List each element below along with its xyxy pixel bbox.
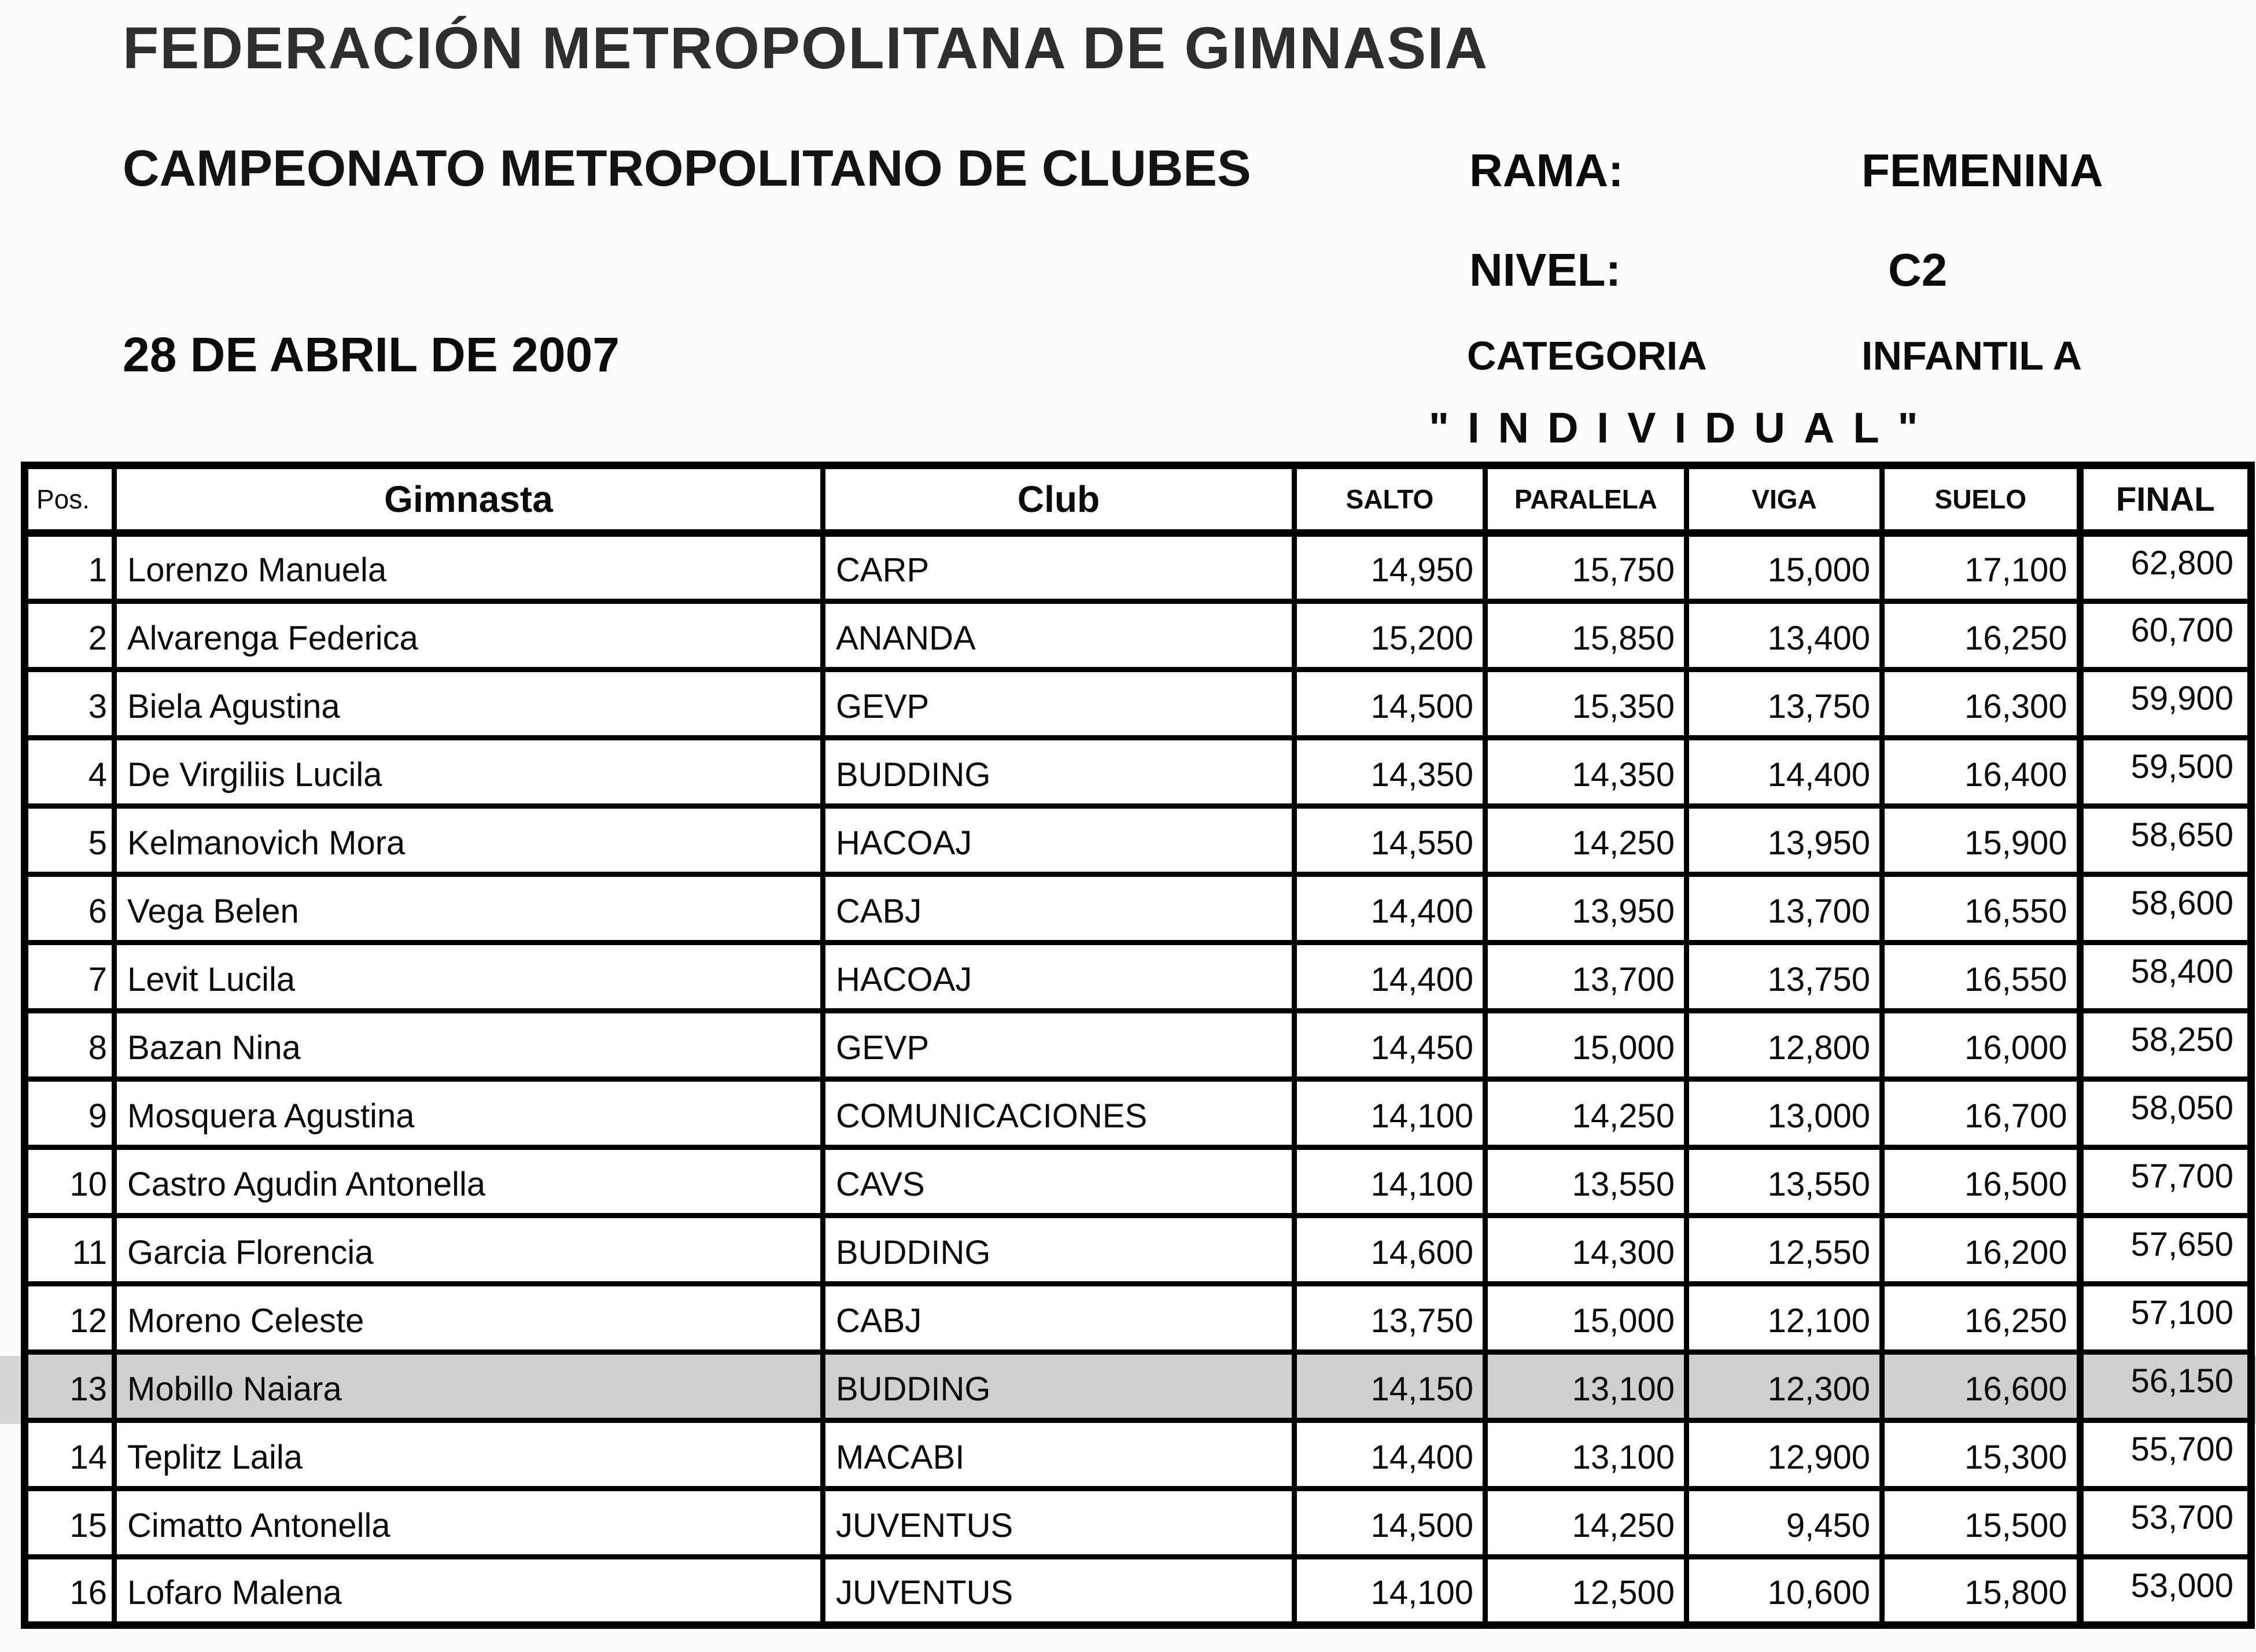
final-cell: 57,650 xyxy=(2080,1216,2251,1284)
salto-cell: 14,100 xyxy=(1295,1079,1485,1148)
salto-cell: 14,450 xyxy=(1295,1011,1485,1079)
paralela-cell: 14,300 xyxy=(1485,1216,1687,1284)
club-cell: HACOAJ xyxy=(823,943,1295,1011)
salto-cell: 14,400 xyxy=(1295,1421,1485,1489)
paralela-cell: 14,250 xyxy=(1485,806,1687,875)
salto-cell: 14,100 xyxy=(1295,1148,1485,1216)
viga-cell: 13,750 xyxy=(1687,670,1882,738)
gimnasta-cell: Lorenzo Manuela xyxy=(115,533,823,602)
paralela-cell: 13,100 xyxy=(1485,1421,1687,1489)
gimnasta-cell: De Virgiliis Lucila xyxy=(115,738,823,806)
paralela-cell: 14,250 xyxy=(1485,1489,1687,1557)
gimnasta-cell: Castro Agudin Antonella xyxy=(115,1148,823,1216)
suelo-cell: 15,800 xyxy=(1882,1557,2080,1625)
suelo-cell: 16,250 xyxy=(1882,602,2080,670)
salto-cell: 14,100 xyxy=(1295,1557,1485,1625)
final-cell: 53,700 xyxy=(2080,1489,2251,1557)
table-header-row xyxy=(25,466,2251,533)
gimnasta-cell: Cimatto Antonella xyxy=(115,1489,823,1557)
individual-subtitle: "INDIVIDUAL" xyxy=(1429,404,1937,452)
gimnasta-cell: Mobillo Naiara xyxy=(115,1352,823,1421)
viga-cell: 13,000 xyxy=(1687,1079,1882,1148)
final-cell: 58,400 xyxy=(2080,943,2251,1011)
salto-cell: 14,950 xyxy=(1295,533,1485,602)
club-cell: GEVP xyxy=(823,670,1295,738)
nivel-value: C2 xyxy=(1888,244,1948,296)
club-cell: JUVENTUS xyxy=(823,1557,1295,1625)
table-row xyxy=(25,533,2251,602)
salto-cell: 14,500 xyxy=(1295,670,1485,738)
column-header-pos: Pos. xyxy=(25,466,115,533)
club-cell: BUDDING xyxy=(823,1352,1295,1421)
rama-label: RAMA: xyxy=(1469,145,1624,196)
suelo-cell: 15,500 xyxy=(1882,1489,2080,1557)
viga-cell: 12,900 xyxy=(1687,1421,1882,1489)
final-cell: 55,700 xyxy=(2080,1421,2251,1489)
club-cell: BUDDING xyxy=(823,1216,1295,1284)
pos-cell: 1 xyxy=(25,533,115,602)
column-header-salto: SALTO xyxy=(1295,466,1485,533)
gimnasta-cell: Kelmanovich Mora xyxy=(115,806,823,875)
viga-cell: 12,800 xyxy=(1687,1011,1882,1079)
table-row xyxy=(25,602,2251,670)
viga-cell: 15,000 xyxy=(1687,533,1882,602)
table-row xyxy=(25,1489,2251,1557)
viga-cell: 10,600 xyxy=(1687,1557,1882,1625)
suelo-cell: 16,700 xyxy=(1882,1079,2080,1148)
pos-cell: 15 xyxy=(25,1489,115,1557)
club-cell: HACOAJ xyxy=(823,806,1295,875)
club-cell: COMUNICACIONES xyxy=(823,1079,1295,1148)
viga-cell: 13,400 xyxy=(1687,602,1882,670)
pos-cell: 10 xyxy=(25,1148,115,1216)
viga-cell: 9,450 xyxy=(1687,1489,1882,1557)
viga-cell: 13,950 xyxy=(1687,806,1882,875)
table-row xyxy=(25,806,2251,875)
paralela-cell: 13,550 xyxy=(1485,1148,1687,1216)
event-date: 28 DE ABRIL DE 2007 xyxy=(123,327,620,382)
final-cell: 58,250 xyxy=(2080,1011,2251,1079)
pos-cell: 6 xyxy=(25,875,115,943)
club-cell: BUDDING xyxy=(823,738,1295,806)
gimnasta-cell: Garcia Florencia xyxy=(115,1216,823,1284)
column-header-final: FINAL xyxy=(2080,466,2251,533)
pos-cell: 12 xyxy=(25,1284,115,1352)
club-cell: CARP xyxy=(823,533,1295,602)
final-cell: 53,000 xyxy=(2080,1557,2251,1625)
column-header-club: Club xyxy=(823,466,1295,533)
table-row xyxy=(25,670,2251,738)
viga-cell: 13,700 xyxy=(1687,875,1882,943)
table-row xyxy=(25,1079,2251,1148)
gimnasta-cell: Biela Agustina xyxy=(115,670,823,738)
pos-cell: 8 xyxy=(25,1011,115,1079)
club-cell: JUVENTUS xyxy=(823,1489,1295,1557)
suelo-cell: 16,000 xyxy=(1882,1011,2080,1079)
suelo-cell: 15,900 xyxy=(1882,806,2080,875)
viga-cell: 12,550 xyxy=(1687,1216,1882,1284)
pos-cell: 7 xyxy=(25,943,115,1011)
final-cell: 57,700 xyxy=(2080,1148,2251,1216)
pos-cell: 11 xyxy=(25,1216,115,1284)
pos-cell: 14 xyxy=(25,1421,115,1489)
club-cell: CAVS xyxy=(823,1148,1295,1216)
table-row xyxy=(25,1284,2251,1352)
rama-value: FEMENINA xyxy=(1861,145,2103,196)
paralela-cell: 15,850 xyxy=(1485,602,1687,670)
final-cell: 58,650 xyxy=(2080,806,2251,875)
paralela-cell: 15,350 xyxy=(1485,670,1687,738)
suelo-cell: 16,550 xyxy=(1882,875,2080,943)
table-row xyxy=(25,1216,2251,1284)
categoria-value: INFANTIL A xyxy=(1861,333,2082,378)
gimnasta-cell: Moreno Celeste xyxy=(115,1284,823,1352)
viga-cell: 12,100 xyxy=(1687,1284,1882,1352)
club-cell: ANANDA xyxy=(823,602,1295,670)
final-cell: 59,900 xyxy=(2080,670,2251,738)
paralela-cell: 14,250 xyxy=(1485,1079,1687,1148)
results-table-container xyxy=(21,462,2255,1629)
gimnasta-cell: Alvarenga Federica xyxy=(115,602,823,670)
paralela-cell: 14,350 xyxy=(1485,738,1687,806)
gimnasta-cell: Levit Lucila xyxy=(115,943,823,1011)
viga-cell: 12,300 xyxy=(1687,1352,1882,1421)
column-header-gimnasta: Gimnasta xyxy=(115,466,823,533)
results-table xyxy=(21,462,2255,1629)
gimnasta-cell: Teplitz Laila xyxy=(115,1421,823,1489)
suelo-cell: 16,300 xyxy=(1882,670,2080,738)
categoria-label: CATEGORIA xyxy=(1467,333,1707,378)
salto-cell: 14,400 xyxy=(1295,943,1485,1011)
table-row xyxy=(25,875,2251,943)
pos-cell: 16 xyxy=(25,1557,115,1625)
club-cell: MACABI xyxy=(823,1421,1295,1489)
pos-cell: 2 xyxy=(25,602,115,670)
pos-cell: 13 xyxy=(25,1352,115,1421)
suelo-cell: 16,400 xyxy=(1882,738,2080,806)
table-row xyxy=(25,1421,2251,1489)
final-cell: 60,700 xyxy=(2080,602,2251,670)
final-cell: 62,800 xyxy=(2080,533,2251,602)
suelo-cell: 16,550 xyxy=(1882,943,2080,1011)
club-cell: CABJ xyxy=(823,1284,1295,1352)
table-row xyxy=(25,738,2251,806)
viga-cell: 14,400 xyxy=(1687,738,1882,806)
suelo-cell: 16,500 xyxy=(1882,1148,2080,1216)
final-cell: 57,100 xyxy=(2080,1284,2251,1352)
paralela-cell: 15,750 xyxy=(1485,533,1687,602)
salto-cell: 14,150 xyxy=(1295,1352,1485,1421)
table-row xyxy=(25,1557,2251,1625)
federation-title: FEDERACIÓN METROPOLITANA DE GIMNASIA xyxy=(123,15,1489,81)
table-row xyxy=(25,1148,2251,1216)
gimnasta-cell: Lofaro Malena xyxy=(115,1557,823,1625)
paralela-cell: 13,700 xyxy=(1485,943,1687,1011)
table-row xyxy=(25,1352,2251,1421)
salto-cell: 14,550 xyxy=(1295,806,1485,875)
suelo-cell: 16,250 xyxy=(1882,1284,2080,1352)
paralela-cell: 13,950 xyxy=(1485,875,1687,943)
suelo-cell: 15,300 xyxy=(1882,1421,2080,1489)
column-header-paralela: PARALELA xyxy=(1485,466,1687,533)
championship-title: CAMPEONATO METROPOLITANO DE CLUBES xyxy=(123,139,1251,197)
club-cell: CABJ xyxy=(823,875,1295,943)
salto-cell: 13,750 xyxy=(1295,1284,1485,1352)
final-cell: 56,150 xyxy=(2080,1352,2251,1421)
salto-cell: 14,400 xyxy=(1295,875,1485,943)
gimnasta-cell: Vega Belen xyxy=(115,875,823,943)
paralela-cell: 12,500 xyxy=(1485,1557,1687,1625)
paralela-cell: 15,000 xyxy=(1485,1284,1687,1352)
table-body xyxy=(25,533,2251,1625)
pos-cell: 5 xyxy=(25,806,115,875)
suelo-cell: 17,100 xyxy=(1882,533,2080,602)
table-row xyxy=(25,1011,2251,1079)
nivel-label: NIVEL: xyxy=(1469,244,1621,296)
salto-cell: 14,500 xyxy=(1295,1489,1485,1557)
pos-cell: 4 xyxy=(25,738,115,806)
table-row xyxy=(25,943,2251,1011)
gimnasta-cell: Bazan Nina xyxy=(115,1011,823,1079)
salto-cell: 15,200 xyxy=(1295,602,1485,670)
salto-cell: 14,350 xyxy=(1295,738,1485,806)
final-cell: 59,500 xyxy=(2080,738,2251,806)
pos-cell: 9 xyxy=(25,1079,115,1148)
paralela-cell: 13,100 xyxy=(1485,1352,1687,1421)
final-cell: 58,050 xyxy=(2080,1079,2251,1148)
viga-cell: 13,750 xyxy=(1687,943,1882,1011)
salto-cell: 14,600 xyxy=(1295,1216,1485,1284)
column-header-viga: VIGA xyxy=(1687,466,1882,533)
pos-cell: 3 xyxy=(25,670,115,738)
suelo-cell: 16,600 xyxy=(1882,1352,2080,1421)
suelo-cell: 16,200 xyxy=(1882,1216,2080,1284)
column-header-suelo: SUELO xyxy=(1882,466,2080,533)
final-cell: 58,600 xyxy=(2080,875,2251,943)
viga-cell: 13,550 xyxy=(1687,1148,1882,1216)
club-cell: GEVP xyxy=(823,1011,1295,1079)
paralela-cell: 15,000 xyxy=(1485,1011,1687,1079)
gimnasta-cell: Mosquera Agustina xyxy=(115,1079,823,1148)
